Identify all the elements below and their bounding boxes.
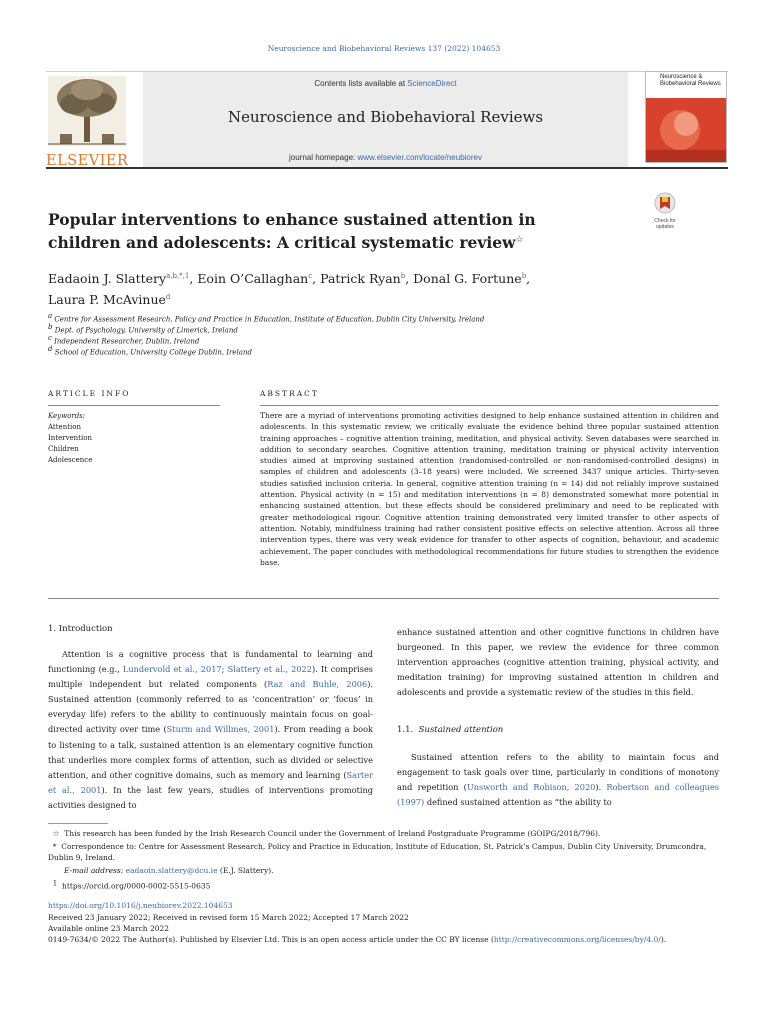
available-online: Available online 23 March 2022 (48, 924, 170, 933)
article-info-rule (48, 405, 220, 406)
doi-link[interactable]: https://doi.org/10.1016/j.neubiorev.2022.104653 (48, 901, 233, 910)
text-run: Sustained attention refers to the ability to maintain focus and engagement to task goals over time, particularly in conditions of monotony and repetition ( (397, 752, 719, 793)
email-suffix: (E.J. Slattery). (219, 866, 274, 875)
author-name: Laura P. McAvinue (48, 292, 166, 308)
affiliation (48, 312, 688, 323)
correspondence-text: Correspondence to: Centre for Assessment Research, Policy and Practice in Education, Institute of Education, St. Patrick’s Campus, Dublin City University, Drumcondra, Dublin 9, Ireland. (48, 842, 707, 863)
affiliation-text: School of Education, University College Dublin, Ireland (54, 348, 252, 357)
correspondence-footnote (48, 841, 722, 863)
author[interactable] (197, 271, 320, 286)
affiliation (48, 345, 688, 356)
funding-footnote (48, 828, 722, 839)
homepage-prefix: journal homepage: (288, 153, 358, 162)
crossmark-label: Check for updates (654, 218, 676, 230)
citation-link[interactable]: Slattery et al., 2022 (227, 664, 312, 675)
copyright-text: 0149-7634/© 2022 The Author(s). Published by Elsevier Ltd. This is an open access article under the CC BY license ( (48, 935, 494, 944)
affiliation (48, 323, 688, 334)
subsection-heading (397, 725, 503, 735)
keyword: Children (48, 445, 79, 453)
received-dates: Received 23 January 2022; Received in revised form 15 March 2022; Accepted 17 March 2022 (48, 913, 409, 922)
title-footnote-mark[interactable]: ☆ (515, 235, 524, 245)
citation-link[interactable]: Raz and Buhle, 2006 (267, 679, 368, 690)
funding-text: This research has been funded by the Irish Research Council under the Government of Ireland Postgraduate Programme (GOIPG/2018/796). (64, 829, 601, 838)
author-list (48, 267, 648, 309)
abstract-text: There are a myriad of interventions promoting activities designed to help enhance sustained attention in children and adolescents. In this systematic review, we critically evaluate the evidence behind three popular sustained attention training approaches – cognitive attention training, meditation, and physical activity. Seven databases were searched in addition to secondary searches. Cognitive attention training, meditation training or physical activity intervention studies aimed at improving sustained attention (randomised-controlled or non-randomised-controlled designs) in samples of children and adolescents (3–18 years) were included. We screened 3437 unique articles. Thirty-seven studies satisfied inclusion criteria. In general, cognitive attention training (n = 14) did not reliably improve sustained attention. Physical activity (n = 15) and meditation interventions (n = 8) demonstrated somewhat more potential in enhancing sustained attention, but these effects should be considered preliminary and need to be replicated with greater methodological rigour. Cognitive attention training demonstrated very limited transfer to other aspects of attention. Notably, mindfulness training had rather consistent positive effects on selective attention. Across all three intervention types, there was very weak evidence for transfer to other aspects of cognition, behaviour, and academic achievement. The paper concludes with methodological recommendations for future studies to strengthen the evidence base. (260, 411, 719, 567)
sustained-attention-paragraph (397, 750, 719, 810)
copyright-line (48, 934, 748, 945)
citation-link[interactable]: Lundervold et al., 2017 (122, 664, 222, 675)
email-footnote (48, 865, 738, 876)
elsevier-logo[interactable] (46, 72, 129, 169)
author-affiliation-mark[interactable]: d (165, 293, 171, 302)
footnote-rule (48, 823, 108, 824)
author-name: Patrick Ryan (320, 271, 401, 287)
intro-p1 (48, 647, 373, 813)
sciencedirect-link[interactable]: ScienceDirect (407, 79, 457, 88)
paper-title-text: Popular interventions to enhance sustained attention in children and adolescents: A critical systematic review (48, 210, 536, 253)
check-for-updates[interactable] (645, 192, 685, 234)
orcid-footnote (48, 878, 722, 892)
paper-title (48, 209, 608, 253)
author-affiliation-mark[interactable]: b (400, 272, 406, 280)
affiliation-mark: c (48, 334, 52, 342)
journal-title: Neuroscience and Biobehavioral Reviews (227, 108, 544, 126)
license-link[interactable]: http://creativecommons.org/licenses/by/4.0/ (493, 935, 661, 944)
col2-p1: enhance sustained attention and other cognitive functions in children have burgeoned. In this paper, we review the evidence for three common intervention approaches (cognitive attention training, physical activity, and meditation training) for improving sustained attention in children and adolescents and provide a systematic review of the studies in this field. (397, 627, 719, 698)
journal-homepage (143, 153, 628, 162)
email-link[interactable]: eadaoin.slattery@dcu.ie (125, 866, 218, 875)
contents-prefix: Contents lists available at (314, 79, 408, 88)
author-separator: , (312, 271, 321, 287)
subsection-number: 1.1. (397, 725, 414, 735)
contents-line (143, 79, 628, 88)
keyword: Attention (48, 423, 81, 431)
author-name: Eoin O’Callaghan (197, 271, 309, 287)
author[interactable] (48, 271, 197, 286)
journal-cover[interactable] (645, 71, 727, 163)
journal-reference[interactable]: Neuroscience and Biobehavioral Reviews 137 (2022) 104653 (267, 44, 501, 53)
text-run: ). In the last few years, studies of interventions promoting activities designed to (48, 784, 373, 810)
elsevier-tree-icon (46, 72, 128, 148)
introduction-heading: 1. Introduction (48, 624, 113, 634)
citation-link[interactable]: Sturm and Willmes, 2001 (166, 724, 275, 735)
author-separator: , (189, 271, 198, 287)
author[interactable] (48, 292, 170, 307)
cover-art-icon (646, 98, 726, 162)
affiliation-text: Dept. of Psychology, University of Limerick, Ireland (54, 326, 238, 335)
text-run: ). Sustained attention (commonly referred to as ‘concentration’ or ‘focus’ in everyday life) refers to the ability to continuously maintain focus on goal-directed activity over time ( (48, 679, 373, 735)
author-affiliation-mark[interactable]: a,b,*,1 (166, 272, 190, 280)
header-bottom-rule (46, 167, 728, 169)
text-run: ). (595, 782, 607, 793)
homepage-link[interactable]: www.elsevier.com/locate/neubiorev (357, 153, 482, 162)
subsection-title: Sustained attention (418, 725, 504, 735)
affiliation-mark: a (48, 312, 53, 320)
citation-link[interactable]: Unsworth and Robison, 2020 (466, 782, 596, 793)
affiliation-mark: b (48, 323, 53, 331)
text-run: ; (221, 664, 228, 675)
orcid-mark: 1 (52, 879, 58, 887)
author-name: Eadaoin J. Slattery (48, 271, 167, 287)
orcid-text: https://orcid.org/0000-0002-5515-0635 (62, 881, 211, 891)
keywords-label: Keywords: (48, 412, 86, 420)
author-affiliation-mark[interactable]: b (521, 272, 527, 280)
affiliation-text: Independent Researcher, Dublin, Ireland (54, 337, 200, 346)
keyword: Adolescence (48, 456, 93, 464)
keyword: Intervention (48, 434, 92, 442)
article-info-heading: ARTICLE INFO (48, 389, 131, 398)
copyright-suffix: ). (660, 935, 667, 944)
author-separator: , (405, 271, 414, 287)
author-affiliation-mark[interactable]: c (308, 272, 313, 280)
crossmark-icon (654, 192, 676, 214)
column-two-paragraph (397, 625, 719, 700)
cover-title: Neuroscience & Biobehavioral Reviews (660, 74, 721, 87)
text-run: ). It comprises multiple independent but related components ( (48, 664, 374, 690)
elsevier-wordmark: ELSEVIER (46, 153, 129, 169)
asterisk-mark: * (48, 842, 62, 851)
citation-link[interactable]: Robertson and colleagues (1997) (397, 782, 720, 808)
affiliation-mark: d (48, 345, 53, 353)
text-run: defined sustained attention as “the ability to (424, 797, 612, 808)
author[interactable] (320, 271, 413, 286)
col2-p2 (397, 750, 719, 810)
author-name: Donal G. Fortune (413, 271, 522, 287)
abstract-heading: ABSTRACT (260, 389, 319, 398)
text-run: ). From reading a book to listening to a talk, sustained attention is an elementary cognitive function that underlies more complex forms of attention, such as divided or selective attention, and other cognitive domains, such as memory and learning ( (48, 724, 373, 780)
author-separator: , (526, 271, 531, 287)
email-label: E-mail address: (64, 866, 124, 875)
text-run: Attention is a cognitive process that is fundamental to learning and functioning (e.g., (48, 649, 373, 675)
affiliation-text: Centre for Assessment Research, Policy and Practice in Education, Institute of Education, Dublin City University, Ireland (54, 315, 485, 324)
star-mark: ☆ (48, 829, 65, 838)
citation-link[interactable]: Sarter et al., 2001 (48, 769, 373, 795)
abstract-bottom-rule (48, 598, 719, 599)
introduction-paragraph (48, 647, 373, 813)
abstract-rule (260, 405, 719, 406)
author[interactable] (413, 271, 530, 286)
affiliation (48, 334, 688, 345)
